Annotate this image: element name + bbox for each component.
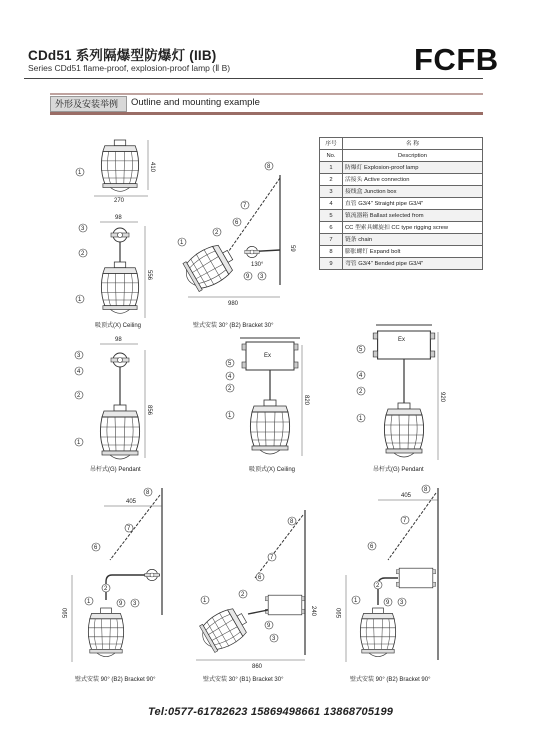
col-name-en: Description <box>343 150 483 162</box>
svg-text:8: 8 <box>267 164 271 170</box>
svg-text:1: 1 <box>77 440 81 446</box>
table-row: 5 镇流器箱 Ballast selected from <box>320 210 483 222</box>
fig-bracket30-1 <box>178 162 295 307</box>
svg-text:7: 7 <box>403 518 407 524</box>
section-label-en: Outline and mounting example <box>131 97 260 108</box>
svg-text:7: 7 <box>270 555 274 561</box>
caption-bracket90-2: 壁式安装 90° (B2) Bracket 90° <box>350 677 431 683</box>
svg-text:1: 1 <box>203 598 207 604</box>
table-row: 3 接线盒 Junction box <box>320 186 483 198</box>
svg-text:6: 6 <box>370 544 374 550</box>
dim-980: 980 <box>228 301 239 307</box>
table-row: 8 膨胀螺钉 Expand bolt <box>320 246 483 258</box>
svg-text:7: 7 <box>127 526 131 532</box>
caption-ceiling-2: 吸顶式(X) Ceiling <box>249 467 296 473</box>
ex-mark-1: Ex <box>264 353 272 359</box>
svg-text:4: 4 <box>359 373 363 379</box>
fig-pendant-3 <box>357 325 445 460</box>
dim-590b: 590 <box>337 607 343 618</box>
svg-text:5: 5 <box>359 347 363 353</box>
svg-text:2: 2 <box>104 586 108 592</box>
ex-mark-2: Ex <box>398 337 406 343</box>
table-row: 6 CC 型索具螺旋扣 CC type rigging screw <box>320 222 483 234</box>
svg-text:9: 9 <box>246 274 250 280</box>
svg-text:1: 1 <box>228 413 232 419</box>
svg-text:8: 8 <box>146 490 150 496</box>
dim-98a: 98 <box>115 215 122 221</box>
dim-130: 130° <box>251 262 264 268</box>
col-name-cn: 名 称 <box>343 138 483 150</box>
fig-bracket90-2 <box>337 485 438 662</box>
svg-text:6: 6 <box>235 220 239 226</box>
fig-ceiling-1 <box>76 140 155 204</box>
svg-text:1: 1 <box>180 240 184 246</box>
svg-text:2: 2 <box>376 583 380 589</box>
caption-bracket30-1: 壁式安装 30° (B2) Bracket 30° <box>193 323 274 329</box>
svg-text:7: 7 <box>243 203 247 209</box>
svg-text:2: 2 <box>241 592 245 598</box>
svg-text:3: 3 <box>272 636 276 642</box>
svg-text:3: 3 <box>260 274 264 280</box>
table-row: 9 弯管 G3/4" Bended pipe G3/4" <box>320 258 483 270</box>
dim-920: 920 <box>439 392 445 403</box>
table-row: 2 活接头 Active connection <box>320 174 483 186</box>
page-title: CDd51 系列隔爆型防爆灯 (IIB) <box>28 48 217 63</box>
svg-text:6: 6 <box>258 575 262 581</box>
svg-text:9: 9 <box>119 601 123 607</box>
svg-text:4: 4 <box>228 374 232 380</box>
dim-59: 59 <box>289 245 295 252</box>
svg-text:2: 2 <box>215 230 219 236</box>
dim-240: 240 <box>310 606 316 617</box>
caption-bracket30-2: 壁式安装 30° (B1) Bracket 30° <box>203 677 284 683</box>
svg-text:3: 3 <box>400 600 404 606</box>
svg-text:2: 2 <box>77 393 81 399</box>
svg-text:9: 9 <box>386 600 390 606</box>
fig-pendant-2 <box>75 337 152 459</box>
page-subtitle: Series CDd51 flame-proof, explosion-proof lamp (Ⅱ B) <box>28 63 231 73</box>
svg-text:1: 1 <box>78 170 82 176</box>
caption-pendant-1: 吊杆式(G) Pendant <box>90 467 141 473</box>
svg-text:1: 1 <box>87 599 91 605</box>
dim-590a: 590 <box>63 607 69 618</box>
fig-bracket30-2 <box>196 510 316 670</box>
dim-556: 556 <box>146 270 152 281</box>
svg-text:9: 9 <box>267 623 271 629</box>
svg-text:6: 6 <box>94 545 98 551</box>
table-row: 4 直管 G3/4" Straight pipe G3/4" <box>320 198 483 210</box>
svg-text:2: 2 <box>81 251 85 257</box>
table-row: 7 链条 chain <box>320 234 483 246</box>
svg-text:3: 3 <box>81 226 85 232</box>
caption-pendant-2: 吊杆式(G) Pendant <box>373 467 424 473</box>
caption-ceiling-1: 吸顶式(X) Ceiling <box>95 323 142 329</box>
dim-405b: 405 <box>401 493 412 499</box>
col-no-cn: 序号 <box>320 138 343 150</box>
section-label-cn: 外形及安装举例 <box>55 99 119 109</box>
svg-text:2: 2 <box>228 386 232 392</box>
fig-pendant-1 <box>76 215 152 318</box>
svg-text:5: 5 <box>228 361 232 367</box>
svg-text:1: 1 <box>354 598 358 604</box>
svg-text:8: 8 <box>424 487 428 493</box>
svg-text:1: 1 <box>359 416 363 422</box>
svg-text:3: 3 <box>133 601 137 607</box>
dim-860: 860 <box>252 664 263 670</box>
caption-bracket90-1: 壁式安装 90° (B2) Bracket 90° <box>75 677 156 683</box>
svg-text:8: 8 <box>290 519 294 525</box>
svg-text:3: 3 <box>77 353 81 359</box>
fig-ceiling-2 <box>226 338 309 456</box>
svg-text:4: 4 <box>77 369 81 375</box>
dim-270: 270 <box>114 198 125 204</box>
dim-98b: 98 <box>115 337 122 343</box>
brand-logo: FCFB <box>414 42 499 77</box>
dim-405a: 405 <box>126 499 137 505</box>
svg-text:2: 2 <box>359 389 363 395</box>
dim-856: 856 <box>146 405 152 416</box>
svg-text:1: 1 <box>78 297 82 303</box>
footer-contact: Tel:0577-61782623 15869498661 13868705199 <box>148 706 394 718</box>
col-no-en: No. <box>320 150 343 162</box>
table-row: 1 防爆灯 Explosion-proof lamp <box>320 162 483 174</box>
dim-820: 820 <box>303 395 309 406</box>
dim-410: 410 <box>149 162 155 173</box>
fig-bracket90-1 <box>63 488 162 662</box>
